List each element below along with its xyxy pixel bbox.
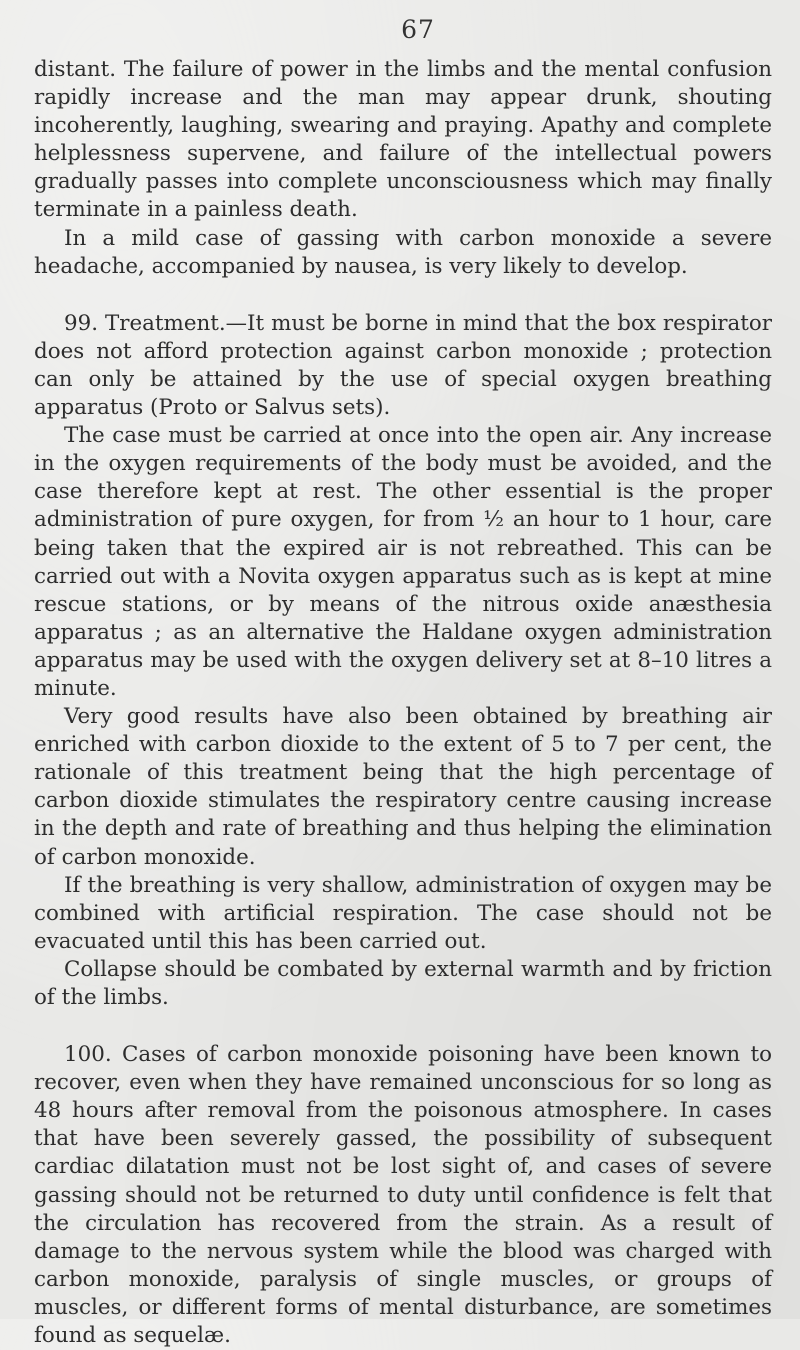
section-99-lead [34, 310, 772, 422]
section-100-text: Cases of carbon monoxide poisoning have been known to recover, even when they have remained unconscious for so long as 48 hours after removal from the poisonous atmosphere. In cases that have been severely gassed, the possibility of subsequent cardiac dilatation must not be lost sight of, and cases of severe gassing should not be returned to duty until confidence is felt that the circulation has recovered from the strain. As a result of damage to the nervous system while the blood was charged with carbon monoxide, paralysis of single muscles, or groups of muscles, or different forms of mental disturbance, are sometimes found as sequelæ. [34, 1042, 772, 1349]
section-99-number: 99. [64, 310, 99, 336]
section-99-title: Treatment. [105, 310, 226, 336]
section-99-paragraph-4: Collapse should be combated by external warmth and by friction of the limbs. [34, 956, 772, 1010]
section-spacer [34, 1012, 772, 1041]
section-99-paragraph-1: The case must be carried at once into the open air. Any increase in the oxygen requirements of the body must be avoided, and the case therefore kept at rest. The other essential is the proper administration of pure oxygen, for from ½ an hour to 1 hour, care being taken that the expired air is not rebreathed. This can be carried out with a Novita oxygen apparatus such as is kept at mine rescue stations, or by means of the nitrous oxide anæsthesia apparatus ; as an alternative the Haldane oxygen administration apparatus may be used with the oxygen delivery set at 8–10 litres a minute. [34, 423, 772, 701]
section-99-paragraph-3: If the breathing is very shallow, administration of oxygen may be combined with artificial respiration. The case should not be evacuated until this has been carried out. [34, 872, 772, 954]
section-100-number: 100. [64, 1042, 112, 1068]
page-number: 67 [401, 15, 435, 44]
paragraph-opening-2: In a mild case of gassing with carbon monoxide a severe headache, accompanied by nausea, is very likely to develop. [34, 225, 772, 279]
section-100-paragraph [34, 1041, 772, 1350]
paragraph-opening-1: distant. The failure of power in the limbs and the mental confusion rapidly increase and the man may appear drunk, shouting incoherently, laughing, swearing and praying. Apathy and complete helplessness supervene, and failure of the intellectual powers gradually passes into complete unconsciousness which may finally terminate in a painless death. [34, 57, 772, 223]
book-page [34, 14, 772, 1350]
section-spacer [34, 281, 772, 310]
section-99-paragraph-2: Very good results have also been obtained by breathing air enriched with carbon dioxide to the extent of 5 to 7 per cent, the rationale of this treatment being that the high percentage of carbon dioxide stimulates the respiratory centre causing increase in the depth and rate of breathing and thus helping the elimination of carbon monoxide. [34, 704, 772, 870]
section-99-lead-text: —It must be borne in mind that the box respirator does not afford protection against carbon monoxide ; protection can only be attained by the use of special oxygen breathing apparatus (Proto or Salvus sets). [34, 310, 772, 421]
